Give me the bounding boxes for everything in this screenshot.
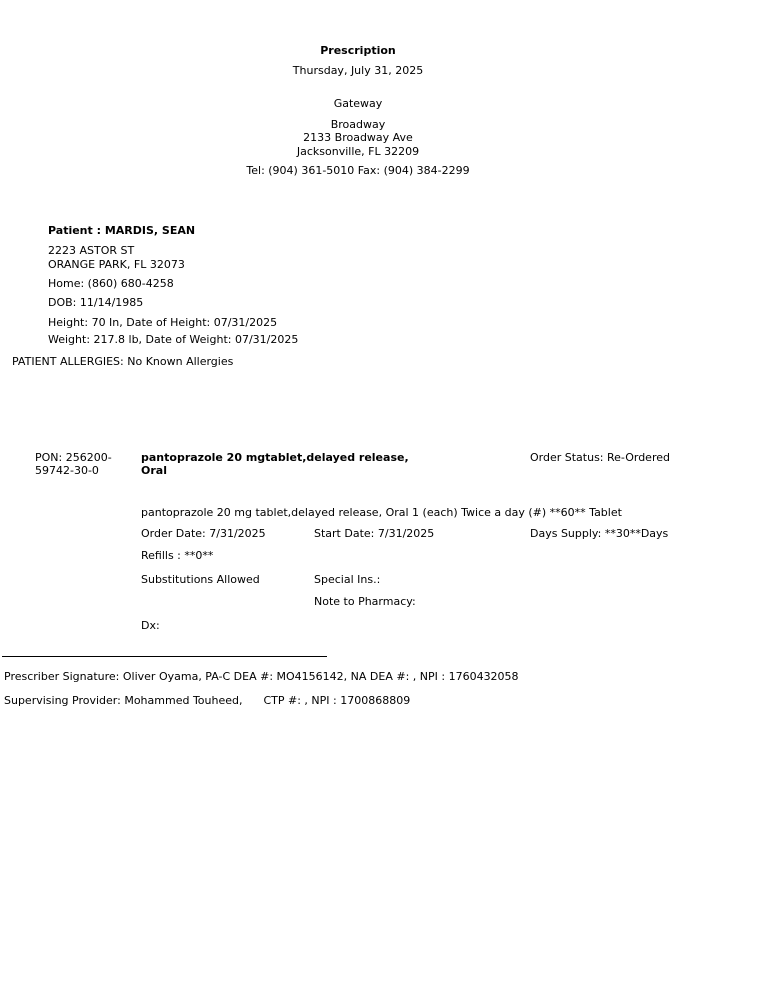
prescription-date: Thursday, July 31, 2025 <box>292 64 424 77</box>
patient-height: Height: 70 In, Date of Height: 07/31/2025 <box>48 316 278 329</box>
facility-address-line1: 2133 Broadway Ave <box>303 131 413 144</box>
patient-name: Patient : MARDIS, SEAN <box>48 224 196 237</box>
drug-title-line2: Oral <box>141 464 167 477</box>
patient-home-phone: Home: (860) 680-4258 <box>48 277 174 290</box>
signature-rule <box>2 656 327 657</box>
patient-dob: DOB: 11/14/1985 <box>48 296 144 309</box>
patient-address-line1: 2223 ASTOR ST <box>48 244 135 257</box>
order-status: Order Status: Re-Ordered <box>530 451 670 464</box>
special-instructions: Special Ins.: <box>314 573 381 586</box>
pon-line2: 59742-30-0 <box>35 464 99 477</box>
patient-address-line2: ORANGE PARK, FL 32073 <box>48 258 185 271</box>
refills: Refills : **0** <box>141 549 214 562</box>
facility-branch: Broadway <box>330 118 386 131</box>
document-title: Prescription <box>320 44 396 57</box>
facility-address-line2: Jacksonville, FL 32209 <box>296 145 420 158</box>
sig-text: pantoprazole 20 mg tablet,delayed release, Oral 1 (each) Twice a day (#) **60** Tablet <box>141 506 622 519</box>
facility-contact: Tel: (904) 361-5010 Fax: (904) 384-2299 <box>246 164 470 177</box>
prescriber-signature: Prescriber Signature: Oliver Oyama, PA-C DEA #: MO4156142, NA DEA #: , NPI : 1760432058 <box>4 670 519 683</box>
patient-weight: Weight: 217.8 lb, Date of Weight: 07/31/2025 <box>48 333 299 346</box>
substitutions: Substitutions Allowed <box>141 573 260 586</box>
drug-title-line1: pantoprazole 20 mgtablet,delayed release, <box>141 451 409 464</box>
pon-line1: PON: 256200- <box>35 451 112 464</box>
start-date: Start Date: 7/31/2025 <box>314 527 435 540</box>
diagnosis: Dx: <box>141 619 160 632</box>
days-supply: Days Supply: **30**Days <box>530 527 669 540</box>
supervising-provider: Supervising Provider: Mohammed Touheed, CTP #: , NPI : 1700868809 <box>4 694 411 707</box>
patient-allergies: PATIENT ALLERGIES: No Known Allergies <box>12 355 234 368</box>
order-date: Order Date: 7/31/2025 <box>141 527 266 540</box>
note-to-pharmacy: Note to Pharmacy: <box>314 595 416 608</box>
facility-name: Gateway <box>333 97 383 110</box>
